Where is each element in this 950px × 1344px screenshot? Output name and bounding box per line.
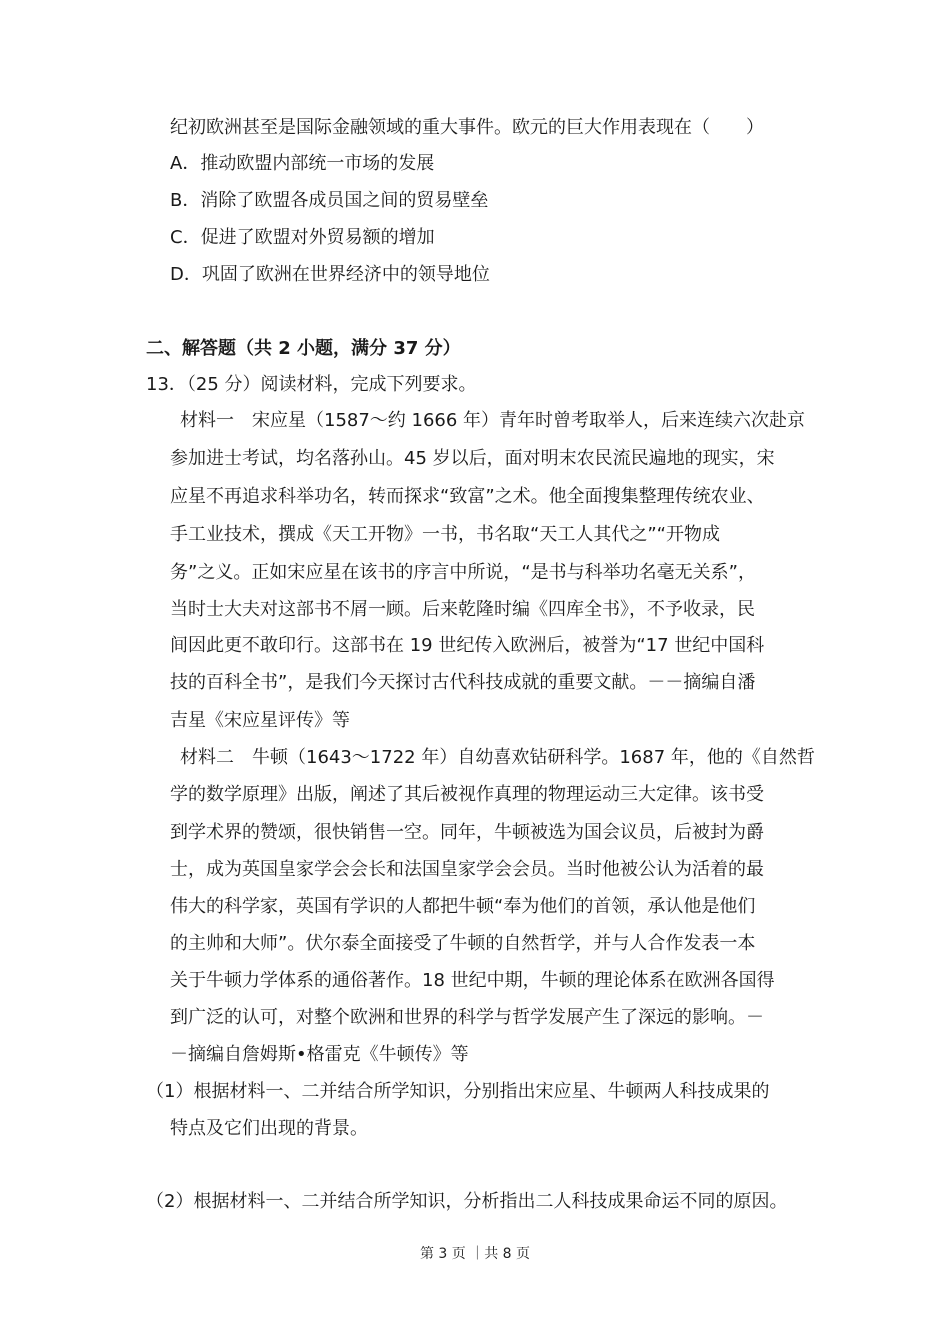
q12-option-a: A．推动欧盟内部统一市场的发展 [170,153,435,174]
material2-line: 的主帅和大师”。伏尔泰全面接受了牛顿的自然哲学，并与人合作发表一本 [170,933,756,954]
material1-line: 材料一 宋应星（1587～约 1666 年）青年时曾考取举人，后来连续六次赴京 [180,410,806,431]
q13-header: 13．（25 分）阅读材料，完成下列要求。 [146,374,477,395]
q12-option-d: D．巩固了欧洲在世界经济中的领导地位 [170,264,490,285]
material2-line: 士，成为英国皇家学会会长和法国皇家学会会员。当时他被公认为活着的最 [170,859,764,880]
material1-line: 手工业技术，撰成《天工开物》一书，书名取“天工人其代之”“开物成 [170,524,720,545]
material2-line: －摘编自詹姆斯•格雷克《牛顿传》等 [170,1044,469,1065]
sub-question-2: （2）根据材料一、二并结合所学知识，分析指出二人科技成果命运不同的原因。 [146,1191,788,1212]
q12-option-c: C．促进了欧盟对外贸易额的增加 [170,227,435,248]
q12-option-b: B．消除了欧盟各成员国之间的贸易壁垒 [170,190,489,211]
sub-question-1-cont: 特点及它们出现的背景。 [170,1118,368,1139]
material1-line: 技的百科全书”，是我们今天探讨古代科技成就的重要文献。－－摘编自潘 [170,672,756,693]
material2-line: 到广泛的认可，对整个欧洲和世界的科学与哲学发展产生了深远的影响。－ [170,1007,764,1028]
material2-line: 伟大的科学家，英国有学识的人都把牛顿“奉为他们的首领，承认他是他们 [170,896,756,917]
q12-stem-end: 纪初欧洲甚至是国际金融领域的重大事件。欧元的巨大作用表现在（ ） [170,117,764,138]
section2-title: 二、解答题（共 2 小题，满分 37 分） [146,338,461,359]
material1-line: 当时士大夫对这部书不屑一顾。后来乾隆时编《四库全书》，不予收录，民 [170,599,755,620]
material2-line: 到学术界的赞颂，很快销售一空。同年，牛顿被选为国会议员，后被封为爵 [170,822,764,843]
page-footer: 第 3 页 ｜共 8 页 [419,1246,531,1262]
material2-line: 学的数学原理》出版，阐述了其后被视作真理的物理运动三大定律。该书受 [170,784,764,805]
material1-line: 参加进士考试，均名落孙山。45 岁以后，面对明末农民流民遍地的现实，宋 [170,448,775,469]
sub-question-1: （1）根据材料一、二并结合所学知识，分别指出宋应星、牛顿两人科技成果的 [146,1081,770,1102]
material1-line: 间因此更不敢印行。这部书在 19 世纪传入欧洲后，被誉为“17 世纪中国科 [170,635,765,656]
material1-line: 吉星《宋应星评传》等 [170,710,350,731]
material1-line: 应星不再追求科举功名，转而探求“致富”之术。他全面搜集整理传统农业、 [170,486,765,507]
material2-line: 关于牛顿力学体系的通俗著作。18 世纪中期，牛顿的理论体系在欧洲各国得 [170,970,775,991]
material2-line: 材料二 牛顿（1643～1722 年）自幼喜欢钻研科学。1687 年，他的《自然哲 [180,747,815,768]
material1-line: 务”之义。正如宋应星在该书的序言中所说，“是书与科举功名毫无关系”， [170,562,756,583]
